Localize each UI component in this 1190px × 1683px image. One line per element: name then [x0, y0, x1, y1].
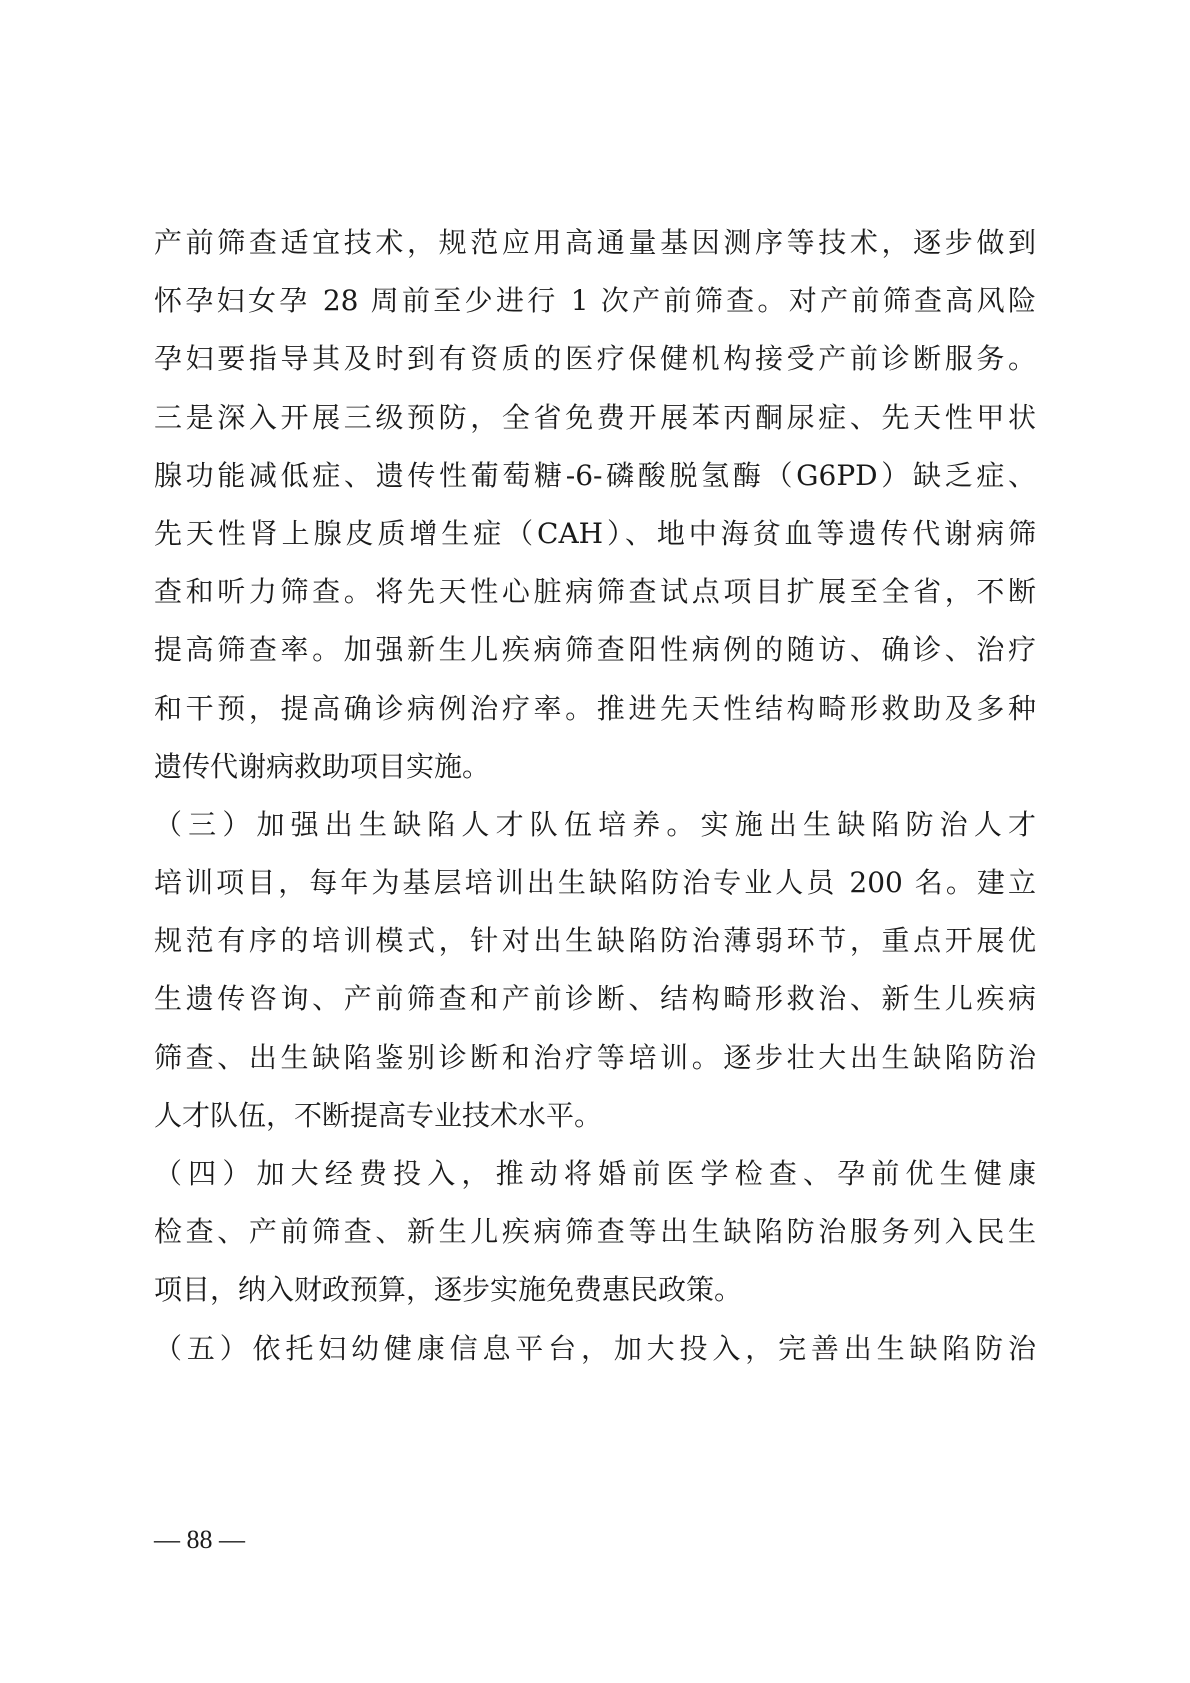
text-line: 提高筛查率。加强新生儿疾病筛查阳性病例的随访、确诊、治疗: [154, 633, 1036, 667]
text-line: （五）依托妇幼健康信息平台，加大投入，完善出生缺陷防治: [154, 1331, 1036, 1365]
text-line: 筛查、出生缺陷鉴别诊断和治疗等培训。逐步壮大出生缺陷防治: [154, 1040, 1036, 1074]
text-line: （三）加强出生缺陷人才队伍培养。实施出生缺陷防治人才: [154, 807, 1036, 841]
text-line: 项目，纳入财政预算，逐步实施免费惠民政策。: [154, 1273, 743, 1307]
page-number: — 88 —: [154, 1525, 245, 1554]
text-line: 产前筛查适宜技术，规范应用高通量基因测序等技术，逐步做到: [154, 226, 1036, 259]
text-line: 人才队伍，不断提高专业技术水平。: [154, 1098, 603, 1132]
text-line: 规范有序的培训模式，针对出生缺陷防治薄弱环节，重点开展优: [154, 924, 1036, 958]
text-line: 遗传代谢病救助项目实施。: [154, 749, 491, 783]
text-line: 和干预，提高确诊病例治疗率。推进先天性结构畸形救助及多种: [154, 691, 1036, 725]
text-line: 腺功能减低症、遗传性葡萄糖-6-磷酸脱氢酶（G6PD）缺乏症、: [154, 458, 1036, 492]
text-line: 怀孕妇女孕 28 周前至少进行 1 次产前筛查。对产前筛查高风险: [154, 284, 1036, 318]
text-line: （四）加大经费投入，推动将婚前医学检查、孕前优生健康: [154, 1157, 1036, 1190]
text-line: 培训项目，每年为基层培训出生缺陷防治专业人员 200 名。建立: [154, 866, 1036, 900]
text-line: 查和听力筛查。将先天性心脏病筛查试点项目扩展至全省，不断: [154, 575, 1036, 609]
text-line: 生遗传咨询、产前筛查和产前诊断、结构畸形救治、新生儿疾病: [154, 982, 1036, 1016]
text-line: 先天性肾上腺皮质增生症（CAH）、地中海贫血等遗传代谢病筛: [154, 516, 1036, 550]
text-line: 检查、产前筛查、新生儿疾病筛查等出生缺陷防治服务列入民生: [154, 1215, 1036, 1249]
body-text: [154, 214, 1036, 1378]
text-line: 三是深入开展三级预防，全省免费开展苯丙酮尿症、先天性甲状: [154, 400, 1036, 434]
text-line: 孕妇要指导其及时到有资质的医疗保健机构接受产前诊断服务。: [154, 342, 1036, 376]
